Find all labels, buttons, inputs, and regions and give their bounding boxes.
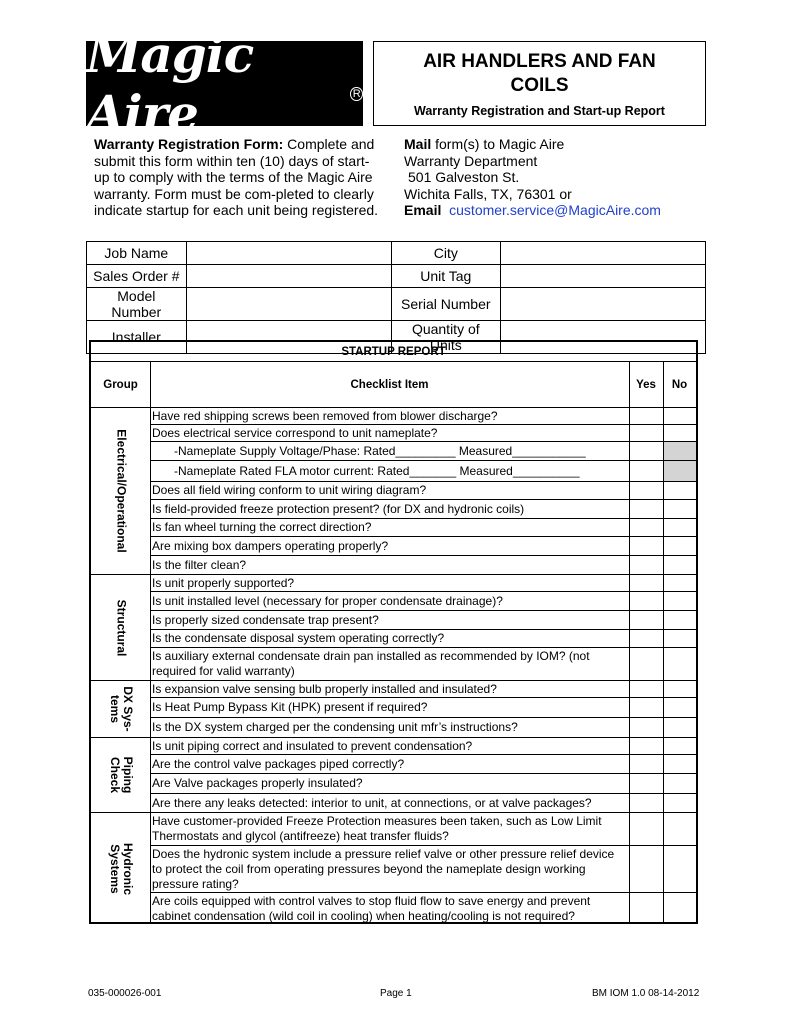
magic-aire-logo bbox=[86, 24, 363, 143]
checklist-row bbox=[150, 630, 696, 648]
group-structural bbox=[91, 575, 150, 681]
checklist-row bbox=[150, 755, 696, 774]
registered-mark: R bbox=[350, 87, 363, 101]
mail-line-3: 501 Galveston St. bbox=[408, 169, 520, 185]
checklist-row bbox=[150, 846, 696, 893]
checklist-row bbox=[150, 442, 696, 461]
group-dx-systems bbox=[91, 681, 150, 738]
checklist-question: Are there any leaks detected: interior to unit, at connections, or at valve packages? bbox=[152, 795, 592, 810]
checklist-row bbox=[150, 575, 696, 592]
sales-order-label: Sales Order # bbox=[87, 265, 187, 288]
header-yes: Yes bbox=[629, 362, 663, 408]
checklist-row bbox=[150, 482, 696, 500]
group-label: Piping Check bbox=[107, 756, 135, 794]
checklist-question: Have red shipping screws been removed from blower discharge? bbox=[152, 408, 498, 423]
checklist-question: Are Valve packages properly insulated? bbox=[152, 776, 363, 790]
group-piping-check bbox=[91, 738, 150, 813]
installer-label: Installer bbox=[87, 321, 187, 354]
footer-version: BM IOM 1.0 08-14-2012 bbox=[592, 988, 700, 999]
mail-line-4: Wichita Falls, TX, 76301 or bbox=[404, 185, 572, 202]
column-divider bbox=[629, 362, 630, 924]
checklist-question: Is properly sized condensate trap present? bbox=[152, 612, 379, 627]
checklist-row bbox=[150, 718, 696, 738]
model-number-field[interactable] bbox=[186, 288, 391, 321]
checklist-question: -Nameplate Supply Voltage/Phase: Rated_________ Measured___________ bbox=[174, 443, 586, 458]
checklist-row bbox=[150, 813, 696, 846]
intro-bold-label: Warranty Registration Form: bbox=[94, 136, 284, 152]
checklist-question: Is fan wheel turning the correct direction? bbox=[152, 520, 372, 534]
shaded-cell bbox=[663, 442, 696, 460]
checklist-question: Are the control valve packages piped correctly? bbox=[152, 756, 405, 771]
checklist-row bbox=[150, 681, 696, 698]
serial-number-field[interactable] bbox=[500, 288, 705, 321]
checklist-question: Is the filter clean? bbox=[152, 557, 247, 572]
title-subtitle: Warranty Registration and Start-up Report bbox=[414, 104, 665, 118]
checklist-row bbox=[150, 648, 696, 681]
checklist-question: Does electrical service correspond to unit nameplate? bbox=[152, 425, 438, 440]
shaded-cell bbox=[663, 461, 696, 481]
checklist-question: Are mixing box dampers operating properly? bbox=[152, 538, 389, 553]
checklist-row bbox=[150, 794, 696, 813]
title-line-2: COILS bbox=[510, 75, 569, 96]
checklist-question: Have customer-provided Freeze Protection measures been taken, such as Low Limit Thermostats and glycol (antifreeze) heat transfer fluids? bbox=[152, 814, 602, 843]
header-checklist-item: Checklist Item bbox=[150, 362, 629, 408]
serial-number-label: Serial Number bbox=[391, 288, 500, 321]
checklist-question: Is field-provided freeze protection present? (for DX and hydronic coils) bbox=[152, 501, 525, 516]
checklist-row bbox=[150, 425, 696, 442]
startup-report bbox=[89, 340, 698, 924]
checklist-row bbox=[150, 537, 696, 556]
group-label: Structural bbox=[114, 599, 128, 656]
column-divider bbox=[663, 362, 664, 924]
checklist-row bbox=[150, 611, 696, 630]
checklist-row bbox=[150, 774, 696, 794]
checklist-row bbox=[150, 461, 696, 482]
mail-text: form(s) to Magic Aire bbox=[431, 136, 565, 152]
mail-label: Mail bbox=[404, 136, 432, 152]
group-hydronic-systems bbox=[91, 813, 150, 924]
unit-tag-field[interactable] bbox=[500, 265, 705, 288]
checklist-question: Are coils equipped with control valves to stop fluid flow to save energy and prevent cabinet condensation (wild coil in cooling) when heating/cooling is not required? bbox=[152, 893, 591, 923]
checklist-row bbox=[150, 893, 696, 924]
checklist-question: Is unit piping correct and insulated to prevent condensation? bbox=[152, 738, 473, 753]
group-label: DX Sys- tems bbox=[107, 686, 135, 732]
group-electrical-operational bbox=[91, 408, 150, 575]
checklist-question: Is expansion valve sensing bulb properly installed and insulated? bbox=[152, 681, 497, 696]
checklist-question: -Nameplate Rated FLA motor current: Rated_______ Measured__________ bbox=[174, 463, 580, 478]
checklist-question: Is the DX system charged per the condensing unit mfr’s instructions? bbox=[152, 720, 518, 734]
checklist-question: Does the hydronic system include a pressure relief valve or other pressure relief device to protect the coil from operating pressures beyond the nameplate design working pressure rating? bbox=[152, 846, 615, 891]
job-info-row bbox=[87, 242, 706, 265]
title-line-1: AIR HANDLERS AND FAN bbox=[423, 51, 656, 72]
email-link[interactable]: customer.service@MagicAire.com bbox=[449, 202, 661, 218]
title-box bbox=[373, 41, 706, 126]
checklist-row bbox=[150, 738, 696, 755]
unit-tag-label: Unit Tag bbox=[391, 265, 500, 288]
checklist-question: Is auxiliary external condensate drain pan installed as recommended by IOM? (not required for valid warranty) bbox=[152, 649, 590, 678]
city-label: City bbox=[391, 242, 500, 265]
checklist-row bbox=[150, 519, 696, 537]
logo-text: Magic Aire bbox=[86, 24, 254, 143]
footer-doc-number: 035-000026-001 bbox=[88, 988, 162, 999]
checklist-row bbox=[150, 500, 696, 519]
checklist-question: Is the condensate disposal system operating correctly? bbox=[152, 631, 445, 645]
job-name-label: Job Name bbox=[87, 242, 187, 265]
checklist-question: Does all field wiring conform to unit wiring diagram? bbox=[152, 483, 427, 497]
header-no: No bbox=[663, 362, 696, 408]
job-info-table bbox=[86, 241, 706, 354]
job-name-field[interactable] bbox=[186, 242, 391, 265]
intro-paragraph bbox=[94, 136, 384, 219]
job-info-row bbox=[87, 288, 706, 321]
checklist-question: Is unit installed level (necessary for proper condensate drainage)? bbox=[152, 593, 503, 608]
checklist-row bbox=[150, 556, 696, 575]
title-main bbox=[374, 50, 705, 98]
checklist-question: Is Heat Pump Bypass Kit (HPK) present if required? bbox=[152, 700, 428, 714]
checklist-row bbox=[150, 698, 696, 718]
sales-order-field[interactable] bbox=[186, 265, 391, 288]
group-label: Hydronic Systems bbox=[107, 842, 135, 895]
email-label: Email bbox=[404, 202, 442, 218]
report-title: STARTUP REPORT bbox=[91, 342, 696, 362]
footer-page: Page 1 bbox=[380, 988, 412, 999]
group-label: Electrical/Operational bbox=[114, 429, 128, 553]
quantity-label: Quantity of Units bbox=[391, 321, 500, 354]
checklist-row bbox=[150, 592, 696, 611]
mail-instructions bbox=[404, 136, 704, 219]
header-group: Group bbox=[91, 362, 150, 408]
checklist-question: Is unit properly supported? bbox=[152, 575, 295, 590]
job-info-row bbox=[87, 265, 706, 288]
mail-line-2: Warranty Department bbox=[404, 152, 538, 169]
city-field[interactable] bbox=[500, 242, 705, 265]
model-number-label: Model Number bbox=[87, 288, 187, 321]
column-divider bbox=[150, 362, 151, 924]
checklist-row bbox=[150, 408, 696, 425]
intro-text: Complete and submit this form within ten (10) days of start-up to comply with the terms of the Magic Aire warranty. Form must be com-pleted to clearly indicate startup for each unit being registered. bbox=[94, 136, 379, 218]
